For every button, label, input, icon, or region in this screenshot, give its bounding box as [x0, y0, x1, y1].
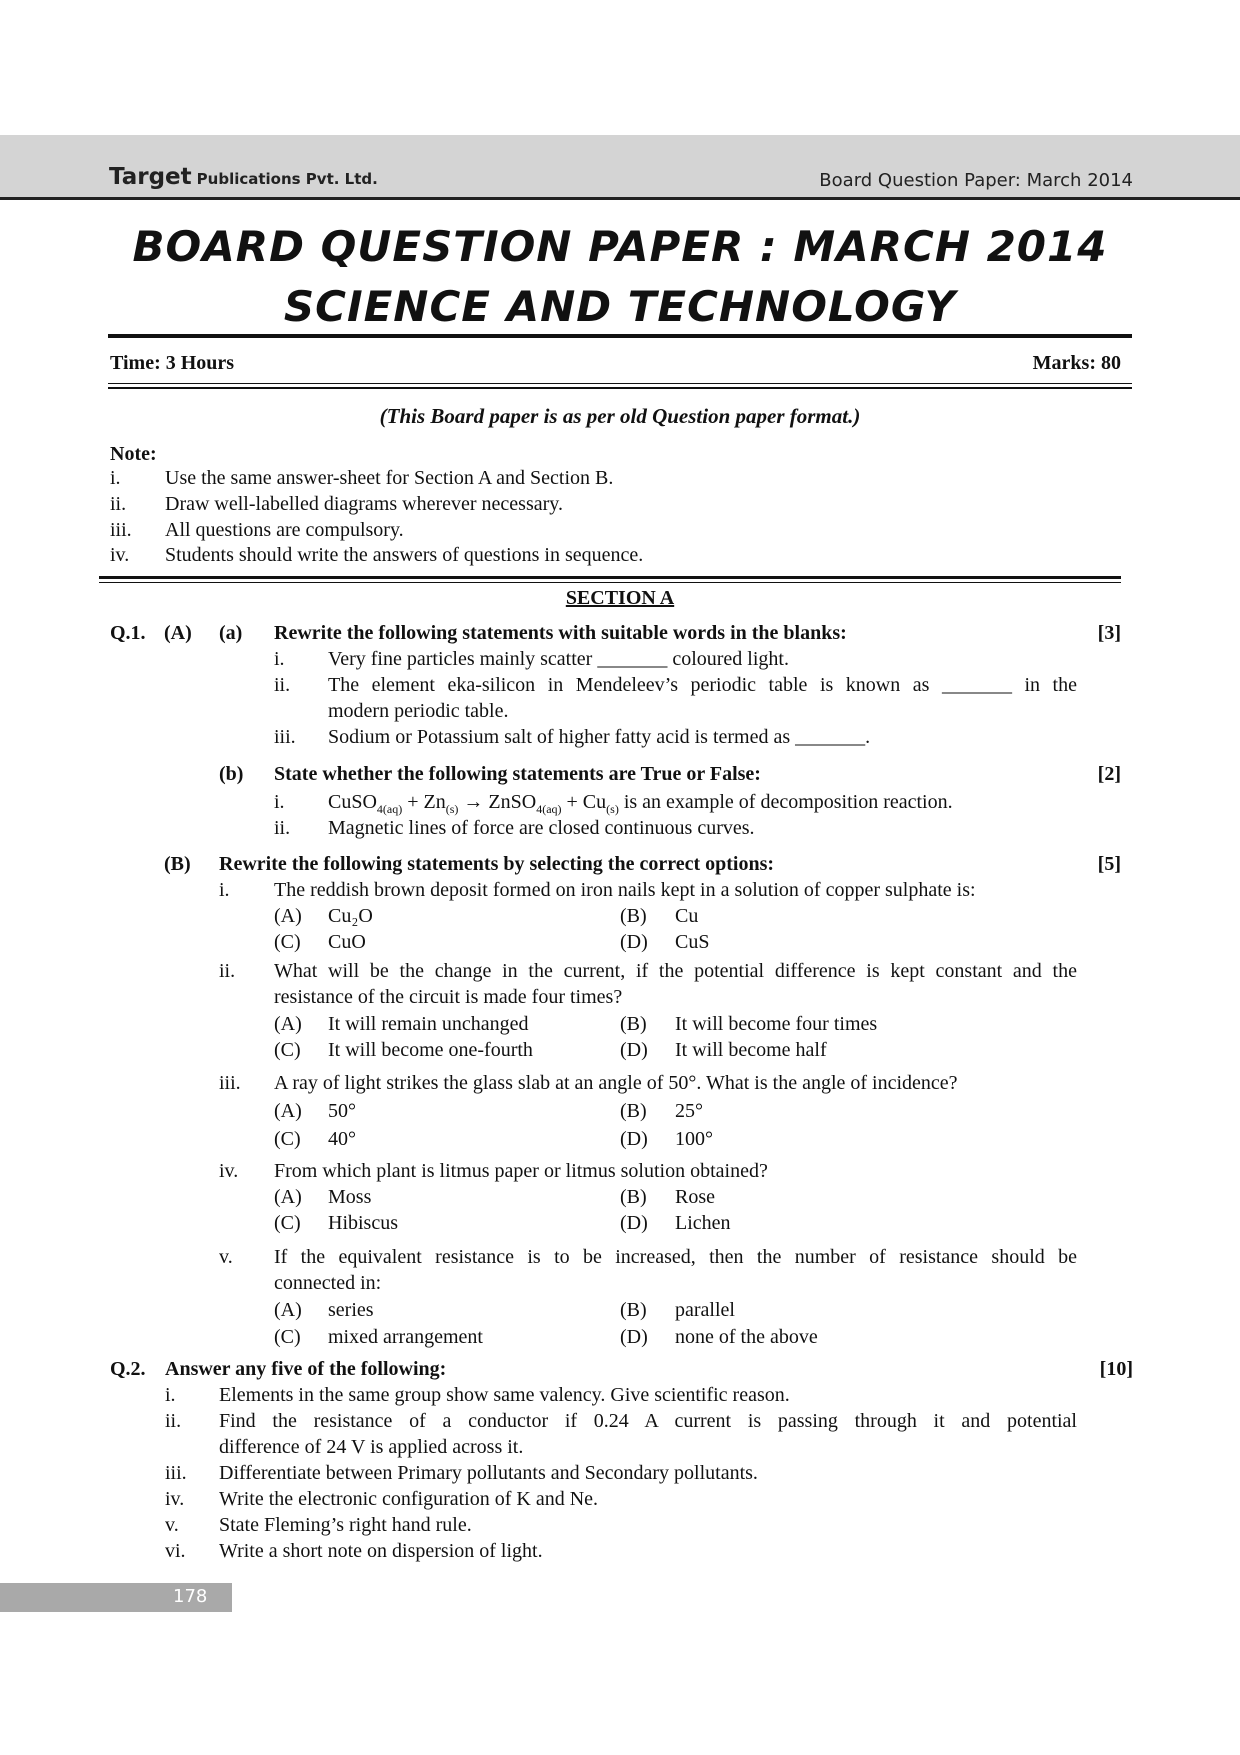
option-text: 40° — [328, 1128, 356, 1150]
marks-badge: [2] — [1097, 763, 1121, 785]
item-num: iv. — [165, 1488, 185, 1510]
question-heading: Answer any five of the following: — [165, 1358, 447, 1380]
option-text: Cu — [675, 905, 699, 927]
item-text: State Fleming’s right hand rule. — [219, 1514, 472, 1536]
item-num: i. — [274, 648, 285, 670]
publisher-logo: Target — [109, 164, 192, 190]
item-text: Very fine particles mainly scatter _______ coloured light. — [328, 648, 789, 670]
option-label: (C) — [274, 931, 301, 953]
option-text: 100° — [675, 1128, 713, 1150]
subpart-heading: Rewrite the following statements with suitable words in the blanks: — [274, 622, 847, 644]
option-label: (B) — [620, 1186, 647, 1208]
item-num: iii. — [219, 1072, 241, 1094]
item-text: Magnetic lines of force are closed continuous curves. — [328, 817, 755, 839]
question-number: Q.2. — [110, 1358, 146, 1380]
option-text: It will become half — [675, 1039, 827, 1061]
option-text: Rose — [675, 1186, 715, 1208]
option-label: (D) — [620, 1128, 648, 1150]
option-label: (D) — [620, 931, 648, 953]
mcq-question: From which plant is litmus paper or litmus solution obtained? — [274, 1160, 768, 1182]
option-label: (D) — [620, 1212, 648, 1234]
header-paper-name: Board Question Paper: March 2014 — [819, 170, 1133, 191]
option-text: Hibiscus — [328, 1212, 398, 1234]
format-note: (This Board paper is as per old Question paper format.) — [379, 404, 861, 428]
page-number-tab — [0, 1583, 232, 1612]
note-num: iii. — [110, 519, 132, 541]
item-text: Write a short note on dispersion of light. — [219, 1540, 543, 1562]
option-label: (A) — [274, 1186, 302, 1208]
item-num: v. — [219, 1246, 233, 1268]
option-text: CuS — [675, 931, 710, 953]
option-label: (C) — [274, 1128, 301, 1150]
mcq-question: If the equivalent resistance is to be increased, then the number of resistance should be — [274, 1246, 1077, 1268]
item-num: v. — [165, 1514, 179, 1536]
item-text: Find the resistance of a conductor if 0.24 A current is passing through it and potential — [219, 1410, 1077, 1432]
note-item: Students should write the answers of questions in sequence. — [165, 544, 644, 566]
item-text-cont: difference of 24 V is applied across it. — [219, 1436, 524, 1458]
subpart-label: (a) — [219, 622, 243, 644]
question-number: Q.1. — [110, 622, 146, 644]
option-text: It will remain unchanged — [328, 1013, 529, 1035]
note-item: Draw well-labelled diagrams wherever necessary. — [165, 493, 563, 515]
item-num: vi. — [165, 1540, 186, 1562]
note-num: ii. — [110, 493, 127, 515]
item-text-cont: modern periodic table. — [328, 700, 509, 722]
page-subtitle: SCIENCE AND TECHNOLOGY — [283, 282, 957, 331]
item-num: i. — [274, 791, 285, 813]
marks-badge: [10] — [1099, 1358, 1133, 1380]
option-label: (A) — [274, 1299, 302, 1321]
option-label: (D) — [620, 1039, 648, 1061]
item-text: The element eka-silicon in Mendeleev’s periodic table is known as _______ in the — [328, 674, 1077, 696]
option-text: parallel — [675, 1299, 735, 1321]
mcq-question: What will be the change in the current, if the potential difference is kept constant and the — [274, 960, 1077, 982]
item-num: i. — [219, 879, 230, 901]
option-label: (A) — [274, 905, 302, 927]
meta-rule-top — [108, 383, 1132, 384]
item-num: iii. — [165, 1462, 187, 1484]
note-heading: Note: — [110, 443, 157, 465]
item-text: Sodium or Potassium salt of higher fatty acid is termed as _______. — [328, 726, 871, 748]
option-text: Cu₂O — [328, 905, 373, 927]
item-num: iv. — [219, 1160, 239, 1182]
item-num: iii. — [274, 726, 296, 748]
option-text: 25° — [675, 1100, 703, 1122]
option-label: (C) — [274, 1326, 301, 1348]
option-label: (B) — [620, 905, 647, 927]
option-label: (B) — [620, 1013, 647, 1035]
option-text: series — [328, 1299, 374, 1321]
part-label: (B) — [164, 853, 191, 875]
title-rule — [108, 334, 1132, 338]
marks-badge: [3] — [1097, 622, 1121, 644]
item-text: Elements in the same group show same valency. Give scientific reason. — [219, 1384, 790, 1406]
option-label: (C) — [274, 1039, 301, 1061]
mcq-question-cont: connected in: — [274, 1272, 382, 1294]
note-item: Use the same answer-sheet for Section A and Section B. — [165, 467, 614, 489]
option-text: Lichen — [675, 1212, 731, 1234]
option-text: It will become four times — [675, 1013, 878, 1035]
part-label: (A) — [164, 622, 192, 644]
reaction-statement: CuSO$_{4(aq)}$ + $Zn_{(s)}$ → ZnSO$_{4(aq)}$ + $Cu_{(s)}$ is an example of decomposition reaction. — [328, 791, 953, 816]
mcq-question: A ray of light strikes the glass slab at an angle of 50°. What is the angle of incidence? — [274, 1072, 958, 1094]
option-label: (D) — [620, 1326, 648, 1348]
page-number: 178 — [173, 1586, 208, 1607]
item-num: ii. — [274, 817, 291, 839]
note-item: All questions are compulsory. — [165, 519, 404, 541]
item-num: ii. — [219, 960, 236, 982]
note-num: i. — [110, 467, 121, 489]
item-num: ii. — [165, 1410, 182, 1432]
note-rule-top — [99, 576, 1121, 579]
item-text: Differentiate between Primary pollutants and Secondary pollutants. — [219, 1462, 758, 1484]
note-num: iv. — [110, 544, 130, 566]
part-heading: Rewrite the following statements by selecting the correct options: — [219, 853, 775, 875]
option-text: mixed arrangement — [328, 1326, 483, 1348]
publisher-brand — [109, 164, 378, 190]
meta-rule-bottom — [108, 387, 1132, 389]
item-num: i. — [165, 1384, 176, 1406]
marks-label: Marks: 80 — [1032, 352, 1121, 374]
option-text: Moss — [328, 1186, 372, 1208]
subpart-heading: State whether the following statements are True or False: — [274, 763, 761, 785]
option-text: It will become one-fourth — [328, 1039, 533, 1061]
page-title: BOARD QUESTION PAPER : MARCH 2014 — [132, 222, 1108, 271]
option-label: (B) — [620, 1299, 647, 1321]
item-num: ii. — [274, 674, 291, 696]
option-text: none of the above — [675, 1326, 818, 1348]
note-rule-bottom — [99, 582, 1121, 583]
time-label: Time: 3 Hours — [110, 352, 235, 374]
item-text: Write the electronic configuration of K and Ne. — [219, 1488, 599, 1510]
option-label: (B) — [620, 1100, 647, 1122]
mcq-question: The reddish brown deposit formed on iron nails kept in a solution of copper sulphate is: — [274, 879, 976, 901]
marks-badge: [5] — [1097, 853, 1121, 875]
option-label: (A) — [274, 1100, 302, 1122]
mcq-question-cont: resistance of the circuit is made four times? — [274, 986, 623, 1008]
subpart-label: (b) — [219, 763, 244, 785]
publisher-name: Publications Pvt. Ltd. — [196, 170, 378, 188]
option-text: CuO — [328, 931, 366, 953]
option-label: (C) — [274, 1212, 301, 1234]
option-text: 50° — [328, 1100, 356, 1122]
option-label: (A) — [274, 1013, 302, 1035]
section-heading: SECTION A — [565, 587, 675, 609]
